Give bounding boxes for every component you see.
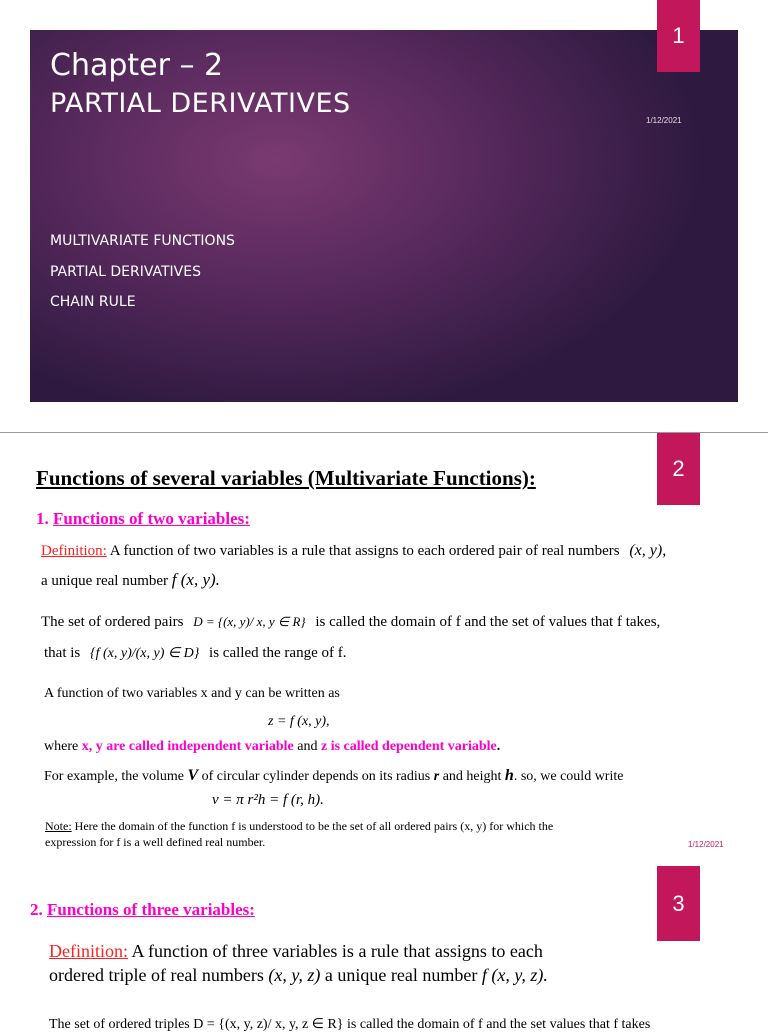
definition-text: A function of three variables is a rule that assigns to each <box>128 941 543 961</box>
domain-math: D = {(x, y)/ x, y ∈ R} <box>193 614 306 629</box>
where-text: where <box>44 739 79 754</box>
slide-date: 1/12/2021 <box>646 116 682 125</box>
domain-text: is called the domain of f and the set of values that f takes, <box>315 614 661 630</box>
section-heading <box>30 900 255 920</box>
topic-item: MULTIVARIATE FUNCTIONS <box>50 233 235 249</box>
variable-v: V <box>187 767 199 784</box>
example-text: . so, we could write <box>513 769 624 784</box>
slide-date: 1/12/2021 <box>688 840 724 849</box>
variable-r: r <box>433 769 440 784</box>
period: . <box>496 739 501 754</box>
slide-number-badge: 3 <box>657 866 700 941</box>
chapter-subtitle: PARTIAL DERIVATIVES <box>50 88 351 119</box>
and-text: and <box>297 739 318 754</box>
section-number: 2. <box>30 900 43 919</box>
chapter-title: Chapter – 2 <box>50 48 224 83</box>
equation: z = f (x, y), <box>268 714 330 729</box>
definition-math: f (x, y, z). <box>481 965 548 985</box>
example-line <box>44 767 623 786</box>
written-as-line: A function of two variables x and y can be written as <box>44 686 340 701</box>
definition-line-2 <box>41 571 220 590</box>
definition-text: A function of two variables is a rule that assigns to each ordered pair of real numbers <box>106 543 620 559</box>
definition-line <box>41 542 666 560</box>
definition-block <box>49 939 548 987</box>
section-title: Functions of two variables: <box>53 509 250 528</box>
example-text: For example, the volume <box>44 769 184 784</box>
range-line <box>44 644 347 663</box>
range-text: that is <box>44 645 81 661</box>
independent-variable-text: x, y are called independent variable <box>81 739 294 754</box>
definition-triple: (x, y, z) <box>268 965 321 985</box>
definition-pair: (x, y), <box>629 542 667 559</box>
example-text: of circular cylinder depends on its radius <box>201 769 431 784</box>
topic-item: PARTIAL DERIVATIVES <box>50 264 201 280</box>
definition-label: Definition: <box>41 543 107 559</box>
variables-line <box>44 738 500 756</box>
range-text: is called the range of f. <box>209 645 347 661</box>
example-text: and height <box>442 769 502 784</box>
domain-text: The set of ordered pairs <box>41 614 184 630</box>
slide-divider <box>0 432 768 433</box>
definition-label: Definition: <box>49 941 128 961</box>
slide-number-badge: 2 <box>657 433 700 505</box>
note-text: Here the domain of the function f is understood to be the set of all ordered pairs (x, y) for which the <box>74 819 554 833</box>
section-title: Functions of three variables: <box>47 900 255 919</box>
note-label: Note: <box>45 819 72 833</box>
equation: v = π r²h = f (r, h). <box>212 792 324 808</box>
definition-math: f (x, y). <box>171 570 220 589</box>
domain-line <box>41 613 660 631</box>
title-slide <box>30 30 738 402</box>
dependent-variable-text: z is called dependent variable <box>321 739 497 754</box>
definition-text: ordered triple of real numbers <box>49 965 264 985</box>
slide-number-badge: 1 <box>657 0 700 72</box>
note-text: expression for f is a well defined real number. <box>45 835 266 849</box>
range-math: {f (x, y)/(x, y) ∈ D} <box>90 646 200 661</box>
slide-heading: Functions of several variables (Multivariate Functions): <box>36 466 536 490</box>
note <box>45 818 553 850</box>
section-heading <box>36 509 250 529</box>
topic-item: CHAIN RULE <box>50 294 136 310</box>
domain-line-cut: The set of ordered triples D = {(x, y, z)/ x, y, z ∈ R} is called the domain of f and the set values that f takes <box>49 1017 651 1032</box>
definition-text: a unique real number <box>324 965 478 985</box>
definition-text: a unique real number <box>41 573 169 589</box>
section-number: 1. <box>36 509 49 528</box>
variable-h: h <box>504 767 514 784</box>
